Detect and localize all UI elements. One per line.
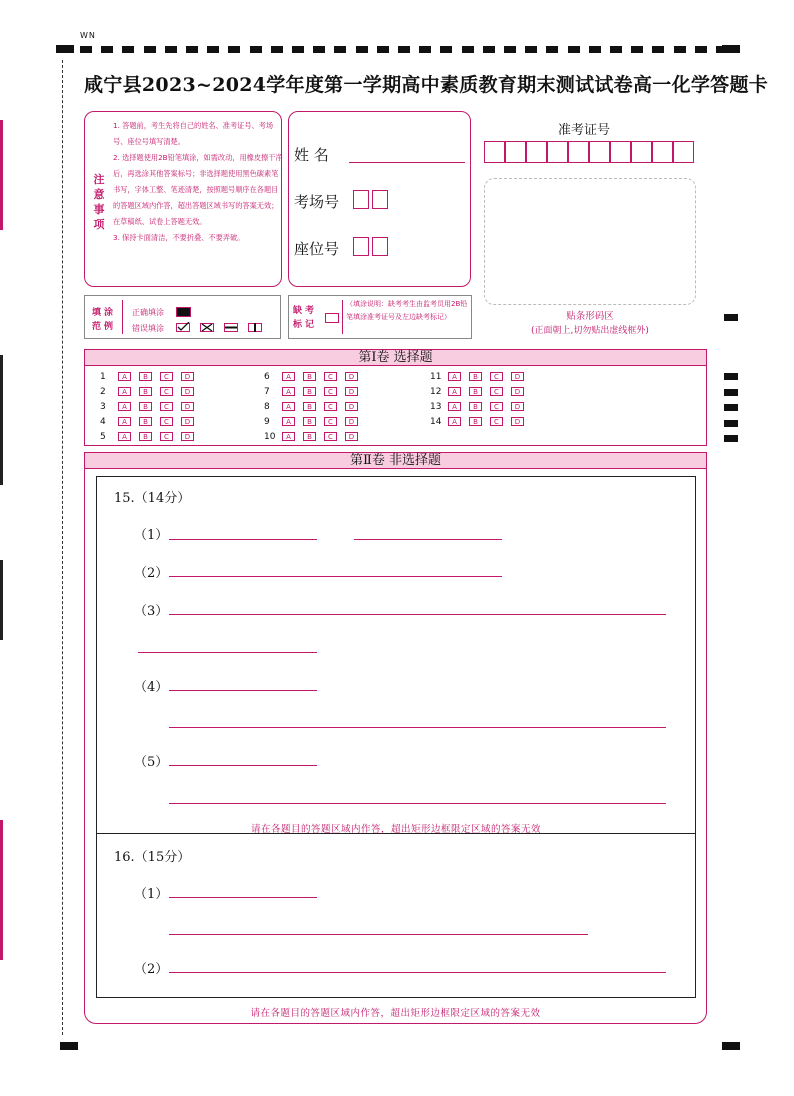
binding-line: [62, 60, 63, 1035]
mc-option-a[interactable]: A: [118, 432, 131, 441]
mc-question-number: 10: [264, 432, 276, 442]
side-mark: [0, 120, 3, 230]
timing-mark: [724, 420, 738, 427]
mc-option-b[interactable]: B: [469, 372, 482, 381]
mc-option-c[interactable]: C: [324, 402, 337, 411]
timing-dash: [250, 46, 262, 53]
timing-mark: [724, 435, 738, 442]
seat-digit-1[interactable]: [353, 237, 369, 256]
mc-question-number: 11: [430, 372, 442, 382]
exam-id-cell[interactable]: [610, 141, 631, 163]
timing-dash: [271, 46, 283, 53]
q16-2-answer[interactable]: [169, 972, 666, 973]
top-timing-strip: [80, 46, 738, 54]
mc-option-b[interactable]: B: [303, 417, 316, 426]
timing-dash: [652, 46, 664, 53]
timing-dash: [462, 46, 474, 53]
mc-option-b[interactable]: B: [139, 387, 152, 396]
room-digit-1[interactable]: [353, 190, 369, 209]
mc-option-c[interactable]: C: [160, 387, 173, 396]
barcode-hint: (正面朝上,切勿贴出虚线框外): [531, 326, 649, 336]
exam-id-cell[interactable]: [568, 141, 589, 163]
mc-option-a[interactable]: A: [118, 402, 131, 411]
timing-dash: [398, 46, 410, 53]
mc-option-c[interactable]: C: [490, 387, 503, 396]
mc-option-a[interactable]: A: [448, 417, 461, 426]
exam-id-label: 准考证号: [558, 123, 611, 138]
mc-option-c[interactable]: C: [160, 372, 173, 381]
mc-option-d[interactable]: D: [345, 432, 358, 441]
timing-dash: [80, 46, 92, 53]
timing-dash: [589, 46, 601, 53]
name-field[interactable]: [349, 162, 465, 163]
corner-code: WN: [80, 31, 96, 40]
mc-option-b[interactable]: B: [469, 402, 482, 411]
mc-option-d[interactable]: D: [181, 402, 194, 411]
q16-1-answer-b[interactable]: [169, 934, 588, 935]
fill-divider: [122, 300, 123, 334]
timing-dash: [695, 46, 707, 53]
mc-option-b[interactable]: B: [303, 402, 316, 411]
q15-2-answer[interactable]: [169, 576, 502, 577]
mc-option-d[interactable]: D: [511, 417, 524, 426]
mc-question-number: 14: [430, 417, 442, 427]
mc-question-number: 6: [264, 372, 270, 382]
exam-id-cell[interactable]: [505, 141, 526, 163]
q15-part-label: （3）: [134, 604, 169, 619]
timing-dash: [101, 46, 113, 53]
barcode-caption: 贴条形码区: [566, 311, 614, 322]
notice-item: 1. 答题前，考生先将自己的姓名、准考证号、考场号、座位号填写清楚。: [113, 121, 274, 146]
timing-dash: [356, 46, 368, 53]
notice-label: 注意事项: [93, 173, 105, 231]
q15-warning: 请在各题目的答题区域内作答，超出矩形边框限定区域的答案无效: [250, 824, 541, 835]
seat-label: 座位号: [294, 240, 340, 258]
mc-option-d[interactable]: D: [181, 387, 194, 396]
q15-1-answer-b[interactable]: [354, 539, 502, 540]
mc-option-b[interactable]: B: [469, 417, 482, 426]
mc-option-d[interactable]: D: [511, 372, 524, 381]
corner-mark-tr: [722, 45, 740, 53]
timing-mark: [724, 373, 738, 380]
mc-option-c[interactable]: C: [490, 372, 503, 381]
mc-option-a[interactable]: A: [118, 417, 131, 426]
mc-option-d[interactable]: D: [181, 372, 194, 381]
mc-option-d[interactable]: D: [181, 417, 194, 426]
q15-part-label: （2）: [134, 566, 169, 581]
q15-5-answer-b[interactable]: [169, 803, 666, 804]
mc-option-b[interactable]: B: [139, 432, 152, 441]
timing-dash: [674, 46, 686, 53]
timing-dash: [228, 46, 240, 53]
timing-dash: [525, 46, 537, 53]
timing-dash: [377, 46, 389, 53]
mc-question-number: 12: [430, 387, 442, 397]
q15-part-label: （1）: [134, 528, 169, 543]
timing-mark: [724, 404, 738, 411]
timing-dash: [440, 46, 452, 53]
side-mark: [0, 355, 3, 485]
mc-option-a[interactable]: A: [118, 372, 131, 381]
timing-dash: [631, 46, 643, 53]
mc-option-b[interactable]: B: [139, 372, 152, 381]
mc-option-b[interactable]: B: [303, 387, 316, 396]
notice-item: 2. 选择题使用2B铅笔填涂，如需改动，用橡皮擦干净后，再选涂其他答案标号；非选择题使用黑色碳素笔书写，字体工整、笔迹清楚，按照题号顺序在各题目的答题区域内作答，超出答题区域书写的答案无效；在草稿纸、试卷上答题无效。: [113, 153, 283, 226]
mc-option-c[interactable]: C: [324, 387, 337, 396]
q15-1-answer-a[interactable]: [169, 539, 317, 540]
timing-dash: [610, 46, 622, 53]
timing-dash: [186, 46, 198, 53]
mc-option-a[interactable]: A: [448, 372, 461, 381]
absent-checkbox[interactable]: [325, 313, 339, 323]
fill-correct-label: 正确填涂: [132, 308, 164, 317]
mc-option-c[interactable]: C: [160, 417, 173, 426]
mc-question-number: 1: [100, 372, 106, 382]
timing-dash: [568, 46, 580, 53]
timing-dash: [313, 46, 325, 53]
timing-dash: [419, 46, 431, 53]
side-mark: [0, 820, 3, 960]
mc-option-a[interactable]: A: [118, 387, 131, 396]
mc-option-a[interactable]: A: [282, 372, 295, 381]
mc-option-d[interactable]: D: [345, 402, 358, 411]
mc-question-number: 2: [100, 387, 106, 397]
timing-dash: [292, 46, 304, 53]
absent-note: （填涂说明：缺考考生由监考员用2B铅笔填涂准考证号及左边缺考标记）: [346, 300, 468, 321]
mc-question-number: 3: [100, 402, 106, 412]
exam-id-cell[interactable]: [547, 141, 568, 163]
exam-id-cell[interactable]: [673, 141, 694, 163]
q15-part-label: （5）: [134, 755, 169, 770]
q16-1-answer-a[interactable]: [169, 897, 317, 898]
q15-4-answer-a[interactable]: [169, 690, 317, 691]
mc-option-b[interactable]: B: [469, 387, 482, 396]
timing-mark: [724, 389, 738, 396]
mc-option-b[interactable]: B: [139, 417, 152, 426]
q16-title: 16.（15分）: [114, 850, 191, 865]
mc-option-d[interactable]: D: [511, 402, 524, 411]
mc-option-c[interactable]: C: [324, 432, 337, 441]
absent-label: 缺考标记: [293, 306, 318, 330]
exam-id-cell[interactable]: [526, 141, 547, 163]
mc-option-a[interactable]: A: [282, 402, 295, 411]
section2-header: 第Ⅱ卷 非选择题: [84, 452, 707, 469]
mc-option-c[interactable]: C: [324, 417, 337, 426]
fill-example-label: 填涂范例: [92, 308, 117, 332]
fill-wrong-label: 错误填涂: [132, 324, 164, 333]
timing-dash: [504, 46, 516, 53]
mc-option-c[interactable]: C: [160, 432, 173, 441]
mc-option-a[interactable]: A: [282, 387, 295, 396]
corner-mark-tl: [56, 45, 74, 53]
name-label: 姓 名: [294, 146, 329, 164]
mc-option-c[interactable]: C: [324, 372, 337, 381]
page-title: 咸宁县2023~2024学年度第一学期高中素质教育期末测试试卷高一化学答题卡: [84, 74, 769, 96]
q16-part-label: （2）: [134, 962, 169, 977]
seat-digit-2[interactable]: [372, 237, 388, 256]
q15-3-answer-a[interactable]: [169, 614, 666, 615]
mc-option-c[interactable]: C: [490, 402, 503, 411]
timing-dash: [144, 46, 156, 53]
mc-option-b[interactable]: B: [303, 372, 316, 381]
timing-mark: [724, 314, 738, 321]
section1-header: 第Ⅰ卷 选择题: [84, 349, 707, 366]
q15-box: [96, 476, 696, 834]
fill-wrong-marks: [176, 322, 262, 333]
mc-option-b[interactable]: B: [303, 432, 316, 441]
mc-question-number: 5: [100, 432, 106, 442]
q15-part-label: （4）: [134, 680, 169, 695]
mc-option-d[interactable]: D: [345, 387, 358, 396]
timing-dash: [483, 46, 495, 53]
mc-option-a[interactable]: A: [448, 402, 461, 411]
timing-dash: [334, 46, 346, 53]
mc-option-a[interactable]: A: [282, 417, 295, 426]
exam-id-cell[interactable]: [652, 141, 673, 163]
mc-option-a[interactable]: A: [448, 387, 461, 396]
q15-5-answer-a[interactable]: [169, 765, 317, 766]
timing-dash: [207, 46, 219, 53]
mc-option-c[interactable]: C: [490, 417, 503, 426]
notice-text: [113, 118, 283, 246]
q15-4-answer-b[interactable]: [169, 727, 666, 728]
corner-mark-br: [722, 1042, 740, 1050]
side-mark: [0, 560, 3, 640]
fill-correct-mark: [176, 307, 191, 317]
mc-option-b[interactable]: B: [139, 402, 152, 411]
mc-option-d[interactable]: D: [181, 432, 194, 441]
section2-warning: 请在各题目的答题区域内作答，超出矩形边框限定区域的答案无效: [250, 1008, 541, 1019]
notice-item: 3. 保持卡面清洁，不要折叠、不要弄破。: [113, 233, 245, 242]
mc-question-number: 7: [264, 387, 270, 397]
timing-dash: [122, 46, 134, 53]
mc-option-c[interactable]: C: [160, 402, 173, 411]
mc-question-number: 13: [430, 402, 442, 412]
mc-option-a[interactable]: A: [282, 432, 295, 441]
q16-part-label: （1）: [134, 887, 169, 902]
exam-id-cell[interactable]: [589, 141, 610, 163]
mc-question-number: 4: [100, 417, 106, 427]
mc-option-d[interactable]: D: [345, 372, 358, 381]
exam-id-cell[interactable]: [631, 141, 652, 163]
mc-question-number: 9: [264, 417, 270, 427]
mc-question-number: 8: [264, 402, 270, 412]
room-digit-2[interactable]: [372, 190, 388, 209]
corner-mark-bl: [60, 1042, 78, 1050]
mc-option-d[interactable]: D: [511, 387, 524, 396]
q15-3-answer-b[interactable]: [138, 652, 317, 653]
barcode-area: [484, 178, 696, 305]
absent-divider: [342, 300, 343, 334]
timing-dash: [546, 46, 558, 53]
room-label: 考场号: [294, 193, 340, 211]
q15-title: 15.（14分）: [114, 491, 191, 506]
timing-dash: [165, 46, 177, 53]
exam-id-cell[interactable]: [484, 141, 505, 163]
mc-option-d[interactable]: D: [345, 417, 358, 426]
